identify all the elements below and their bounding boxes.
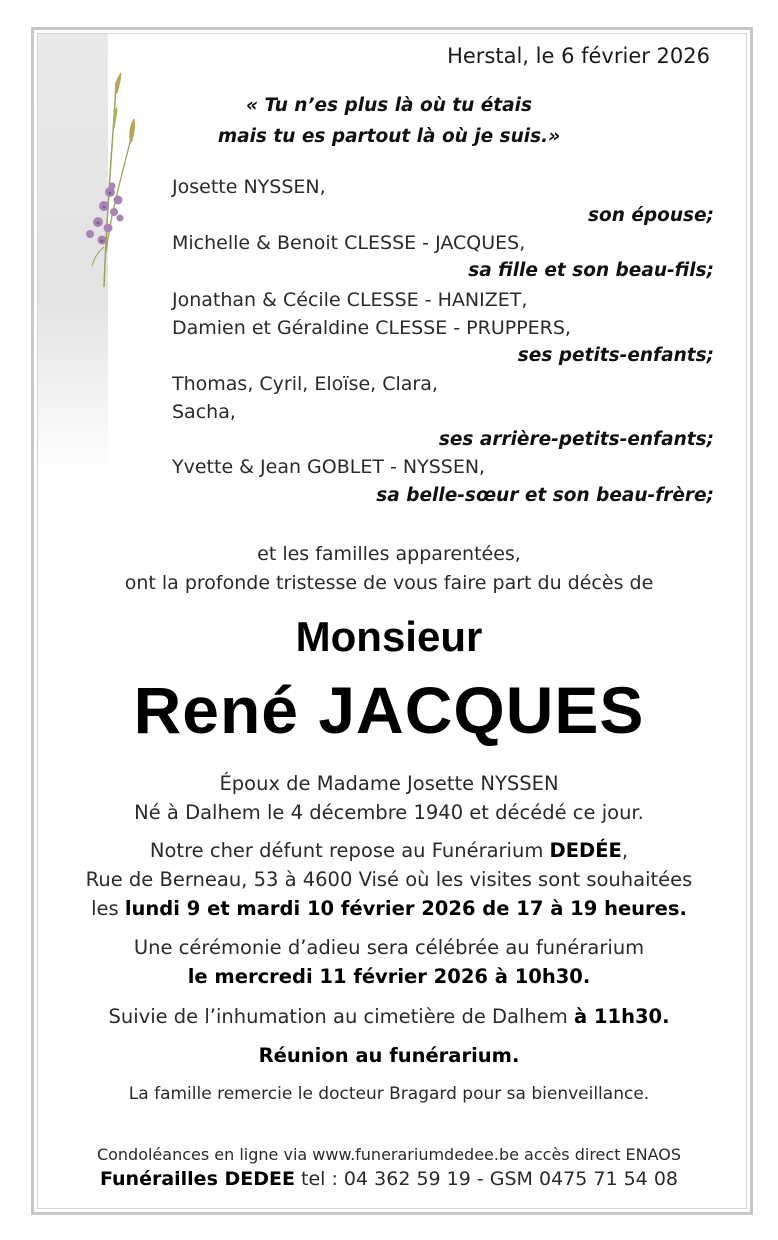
family-name-6: Sacha, <box>172 401 236 423</box>
family-name-5: Thomas, Cyril, Eloïse, Clara, <box>172 373 438 395</box>
quote-line-2: mais tu es partout là où je suis.» <box>217 126 561 147</box>
family-name-7: Yvette & Jean GOBLET - NYSSEN, <box>172 456 486 478</box>
ceremony-line: Une cérémonie d’adieu sera célébrée au funérarium <box>133 936 645 959</box>
deceased-title: Monsieur <box>295 613 483 660</box>
contact-line <box>0 1168 778 1190</box>
condolences-line: Condoléances en ligne via www.funerariumdedee.be accès direct ENAOS <box>96 1145 682 1164</box>
family-relation-4: ses arrière-petits-enfants; <box>438 429 714 450</box>
family-relation-1: son épouse; <box>588 205 714 226</box>
family-name-3: Jonathan & Cécile CLESSE - HANIZET, <box>172 289 528 311</box>
visits-prefix: les <box>91 897 125 920</box>
funerarium-name: DEDÉE <box>549 839 622 862</box>
ceremony-date: le mercredi 11 février 2026 à 10h30. <box>187 965 591 988</box>
burial-line <box>0 1005 778 1028</box>
intro-line-2: ont la profonde tristesse de vous faire part du décès de <box>124 572 654 594</box>
birth-line: Né à Dalhem le 4 décembre 1940 et décédé ce jour. <box>134 801 644 824</box>
visits-line <box>0 897 778 920</box>
visits-dates: lundi 9 et mardi 10 février 2026 de 17 à 19 heures. <box>124 897 687 920</box>
spouse-line: Époux de Madame Josette NYSSEN <box>219 772 559 795</box>
family-relation-3: ses petits-enfants; <box>517 345 714 366</box>
address-line: Rue de Berneau, 53 à 4600 Visé où les visites sont souhaitées <box>85 868 693 891</box>
burial-time: à 11h30. <box>573 1005 670 1028</box>
burial-text: Suivie de l’inhumation au cimetière de Dalhem <box>108 1005 574 1028</box>
repose-punct: , <box>621 839 629 862</box>
quote-line-1: « Tu n’es plus là où tu étais <box>246 95 532 116</box>
phone-numbers: tel : 04 362 59 19 - GSM 0475 71 54 08 <box>294 1168 678 1190</box>
intro-line-1: et les familles apparentées, <box>257 543 521 565</box>
deceased-name: René JACQUES <box>133 673 645 747</box>
repose-text: Notre cher défunt repose au Funérarium <box>149 839 550 862</box>
reunion-line: Réunion au funérarium. <box>258 1044 520 1067</box>
repose-line <box>0 839 778 862</box>
date-place: Herstal, le 6 février 2026 <box>447 44 710 68</box>
family-relation-5: sa belle-sœur et son beau-frère; <box>376 485 714 506</box>
thanks-line: La famille remercie le docteur Bragard pour sa bienveillance. <box>128 1084 650 1104</box>
family-name-1: Josette NYSSEN, <box>172 176 326 198</box>
family-name-2: Michelle & Benoit CLESSE - JACQUES, <box>172 232 526 254</box>
company-name: Funérailles DEDEE <box>99 1168 295 1190</box>
family-relation-2: sa fille et son beau-fils; <box>468 260 714 281</box>
family-name-4: Damien et Géraldine CLESSE - PRUPPERS, <box>172 317 571 339</box>
